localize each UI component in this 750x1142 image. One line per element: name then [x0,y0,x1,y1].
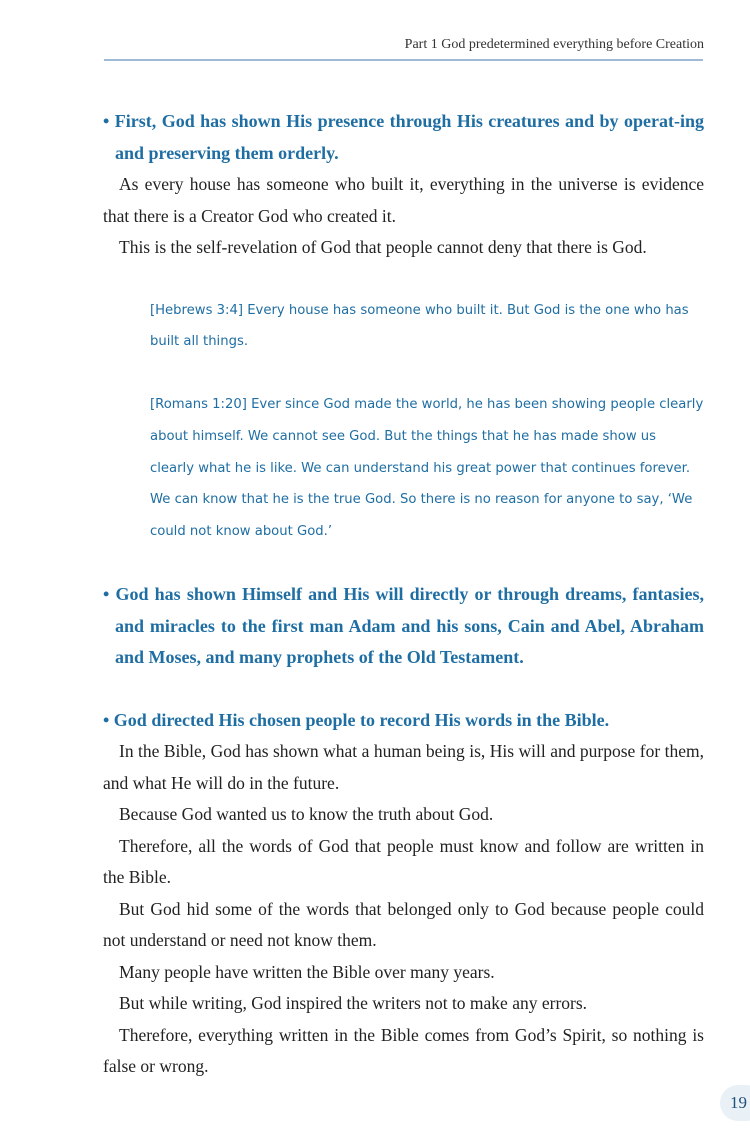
running-header: Part 1 God predetermined everything before Creation [404,37,704,52]
section-heading-direct-revelation: • God has shown Himself and His will directly or through dreams, fantasies, and miracles to the first man Adam and his sons, Cain and Abel, Abraham and Moses, and many prophets of the Old Testament. [103,584,704,668]
scripture-quote-hebrews: [Hebrews 3:4] Every house has someone who built it. But God is the one who has built all things. [150,302,689,350]
section-heading-bible-record: • God directed His chosen people to record His words in the Bible. [103,709,610,730]
spacer [103,548,704,579]
body-paragraph: Because God wanted us to know the truth about God. [119,804,494,825]
scripture-quote-romans: [Romans 1:20] Ever since God made the world, he has been showing people clearly about himself. We cannot see God. But the things that he has made show us clearly what he is like. We can understand his great power that continues forever. We can know that he is the true God. So there is no reason for anyone to say, ‘We could not know about God.’ [150,397,704,540]
body-paragraph: But God hid some of the words that belonged only to God because people could not understand or need not know them. [103,898,704,951]
body-paragraph: Therefore, everything written in the Bible comes from God’s Spirit, so nothing is false or wrong. [103,1024,704,1077]
body-paragraph: This is the self-revelation of God that people cannot deny that there is God. [119,237,647,257]
body-paragraph: As every house has someone who built it, everything in the universe is evidence that there is a Creator God who created it. [103,174,704,226]
section-heading-general-revelation: • First, God has shown His presence through His creatures and by operat-ing and preserving them orderly. [103,111,704,163]
page-content [103,106,704,1083]
header-rule [104,59,703,61]
body-paragraph: Many people have written the Bible over many years. [119,961,495,982]
body-paragraph: In the Bible, God has shown what a human being is, His will and purpose for them, and what He will do in the future. [103,741,704,793]
spacer [103,358,704,389]
body-paragraph: Therefore, all the words of God that people must know and follow are written in the Bible. [103,835,704,888]
spacer [103,264,704,295]
body-paragraph: But while writing, God inspired the writers not to make any errors. [119,993,588,1014]
page-number: 19 [720,1085,750,1121]
spacer [103,674,704,705]
